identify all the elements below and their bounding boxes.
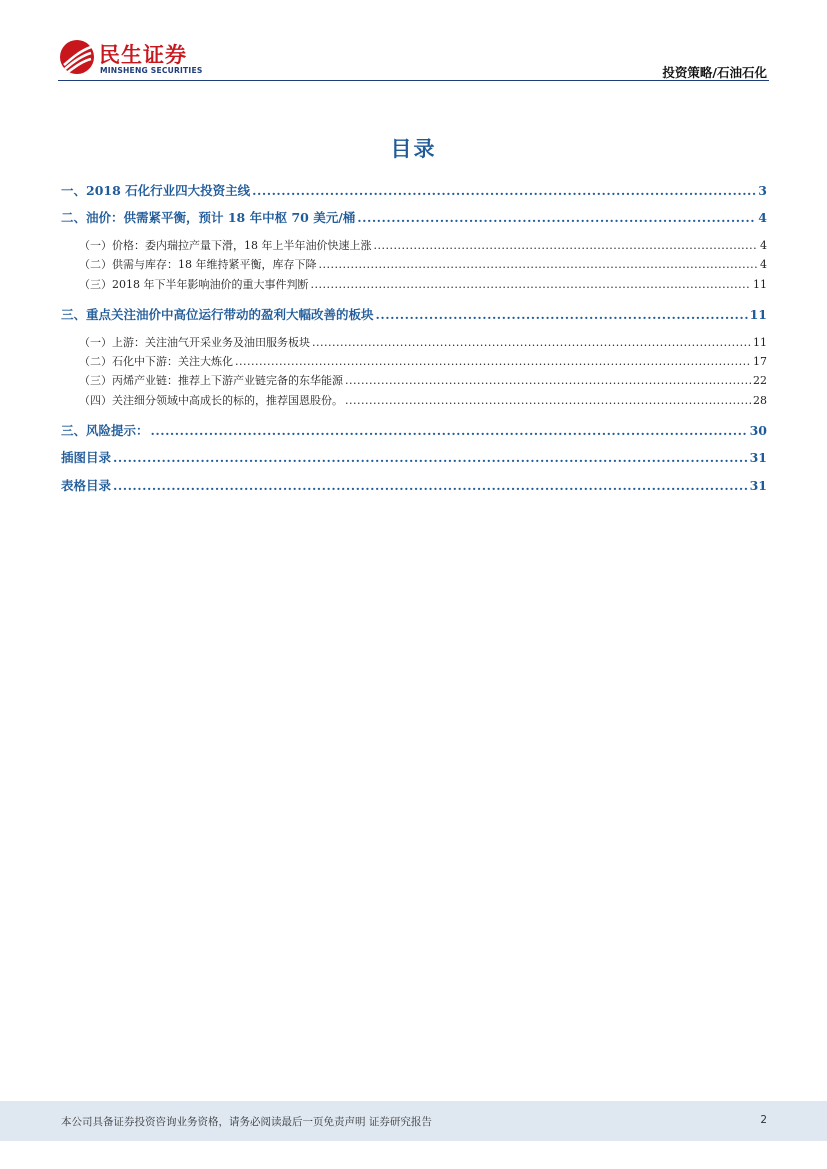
toc-entry-title: 二、油价：供需紧平衡，预计 18 年中枢 70 美元/桶 [61, 210, 356, 225]
logo-mark-icon [58, 38, 96, 76]
logo-english-name: MINSHENG SECURITIES [100, 66, 203, 75]
toc-entry-title: （一）上游：关注油气开采业务及油田服务板块 [79, 336, 310, 349]
toc-entry-page: 11 [753, 278, 767, 291]
toc-entry-title: 插图目录 [61, 450, 112, 465]
toc-entry-page: 3 [758, 183, 767, 198]
toc-leader-dots [376, 307, 748, 322]
toc-leader-dots [113, 450, 748, 465]
header-divider [58, 80, 769, 81]
toc-entry[interactable] [61, 276, 767, 292]
toc-entry[interactable] [61, 305, 767, 323]
toc-entry-title: （二）供需与库存：18 年维持紧平衡，库存下降 [79, 258, 317, 271]
toc-entry[interactable] [61, 421, 767, 439]
toc-entry-title: 三、重点关注油价中高位运行带动的盈利大幅改善的板块 [61, 307, 374, 322]
toc-entry[interactable] [61, 372, 767, 388]
toc-entry[interactable] [61, 208, 767, 226]
toc-leader-dots [312, 336, 751, 349]
toc-entry-page: 11 [753, 336, 767, 349]
toc-leader-dots [235, 355, 751, 368]
logo-chinese-name: 民生证券 [99, 43, 187, 67]
toc-entry-page: 4 [758, 210, 767, 225]
toc-leader-dots [374, 239, 759, 252]
toc-entry-page: 30 [749, 423, 767, 438]
toc-entry-page: 4 [760, 239, 767, 252]
page-footer [0, 1101, 827, 1141]
toc-entry[interactable] [61, 353, 767, 369]
toc-entry[interactable] [61, 237, 767, 253]
toc-leader-dots [113, 478, 748, 493]
toc-entry-title: 三、风险提示： [61, 423, 149, 438]
toc-entry-page: 31 [749, 450, 767, 465]
toc-entry-page: 11 [749, 307, 767, 322]
toc-entry-page: 28 [753, 394, 767, 407]
toc-entry[interactable] [61, 448, 767, 466]
toc-entry-page: 22 [753, 374, 767, 387]
toc-entry-page: 31 [749, 478, 767, 493]
toc-leader-dots [311, 278, 752, 291]
toc-leader-dots [151, 423, 748, 438]
toc-entry[interactable] [61, 256, 767, 272]
toc-entry-page: 4 [760, 258, 767, 271]
toc-entry[interactable] [61, 334, 767, 350]
toc-leader-dots [252, 183, 756, 198]
toc-entry-title: 一、2018 石化行业四大投资主线 [61, 183, 251, 198]
company-logo [58, 38, 218, 78]
toc-entry[interactable] [61, 392, 767, 408]
toc-entry[interactable] [61, 181, 767, 199]
toc-leader-dots [345, 394, 751, 407]
toc-leader-dots [319, 258, 759, 271]
toc-entry-title: （一）价格：委内瑞拉产量下滑，18 年上半年油价快速上涨 [79, 239, 372, 252]
toc-entry-title: （三）2018 年下半年影响油价的重大事件判断 [79, 278, 309, 291]
footer-disclaimer: 本公司具备证券投资咨询业务资格，请务必阅读最后一页免责声明 证券研究报告 [61, 1116, 432, 1128]
page-number: 2 [760, 1114, 767, 1126]
toc-entry-title: （四）关注细分领域中高成长的标的，推荐国恩股份。 [79, 394, 343, 407]
toc-entry[interactable] [61, 476, 767, 494]
toc-title: 目录 [390, 136, 437, 161]
report-category: 投资策略/石油石化 [662, 65, 767, 80]
toc-entry-title: （三）丙烯产业链：推荐上下游产业链完备的东华能源 [79, 374, 343, 387]
toc-entry-page: 17 [753, 355, 767, 368]
toc-entry-title: （二）石化中下游：关注大炼化 [79, 355, 233, 368]
toc-leader-dots [357, 210, 756, 225]
toc-leader-dots [345, 374, 751, 387]
toc-entry-title: 表格目录 [61, 478, 112, 493]
